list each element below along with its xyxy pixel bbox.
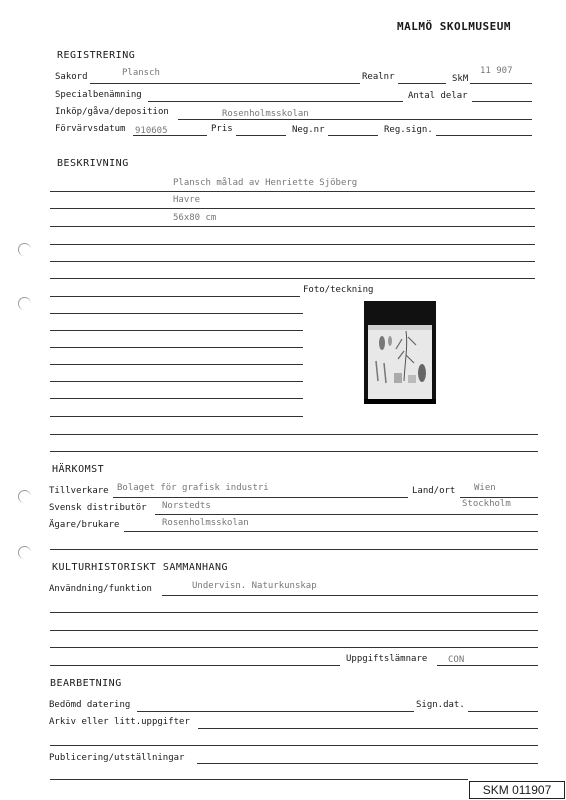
skm-line <box>470 83 532 84</box>
tillverkare-line <box>113 497 408 498</box>
poster-thumbnail-icon <box>364 301 436 404</box>
uppgift-label: Uppgiftslämnare <box>346 654 428 664</box>
section-heading-bearbetning: BEARBETNING <box>50 678 122 689</box>
regsign-line <box>436 135 532 136</box>
kultur-rule <box>50 630 538 631</box>
punch-hole <box>18 297 31 310</box>
datering-line <box>137 711 414 712</box>
publicering-line <box>197 763 538 764</box>
negnr-label: Neg.nr <box>292 125 325 135</box>
anvandning-value: Undervisn. Naturkunskap <box>192 581 317 591</box>
realnr-label: Realnr <box>362 72 395 82</box>
tillverkare-value: Bolaget för grafisk industri <box>117 483 269 493</box>
specialbenamning-line <box>148 101 403 102</box>
datering-label: Bedömd datering <box>49 700 131 710</box>
section-heading-harkomst: HÄRKOMST <box>52 464 105 475</box>
uppgift-value: CON <box>448 655 465 665</box>
agare-label: Ägare/brukare <box>49 520 120 530</box>
antal-delar-label: Antal delar <box>408 91 468 101</box>
bearbetning-rule <box>50 779 468 780</box>
beskrivning-rule <box>50 364 303 365</box>
skm-label: SkM <box>452 74 469 84</box>
section-heading-beskrivning: BESKRIVNING <box>57 158 129 169</box>
kultur-rule <box>50 612 538 613</box>
section-heading-kultur: KULTURHISTORISKT SAMMANHANG <box>52 562 229 573</box>
tillverkare-label: Tillverkare <box>49 486 109 496</box>
forvarvsdatum-line <box>133 135 207 136</box>
beskrivning-rule <box>50 296 300 297</box>
bearbetning-rule <box>50 745 538 746</box>
foto-teckning-label: Foto/teckning <box>303 285 374 295</box>
forvarvsdatum-value: 910605 <box>135 126 168 136</box>
beskrivning-line-1: Plansch målad av Henriette Sjöberg <box>173 178 358 188</box>
distributor-line <box>155 514 538 515</box>
regsign-label: Reg.sign. <box>384 125 433 135</box>
beskrivning-rule <box>50 191 535 192</box>
beskrivning-rule <box>50 208 535 209</box>
beskrivning-rule <box>50 381 303 382</box>
distributor-ort: Stockholm <box>462 499 511 509</box>
specialbenamning-label: Specialbenämning <box>55 90 142 100</box>
uppgift-line <box>437 665 538 666</box>
harkomst-rule <box>50 549 538 550</box>
skm-value: 11 907 <box>480 66 513 76</box>
beskrivning-rule <box>50 416 303 417</box>
beskrivning-rule <box>50 261 535 262</box>
inkop-line <box>178 119 532 120</box>
sakord-label: Sakord <box>55 72 88 82</box>
object-photo <box>364 301 436 404</box>
beskrivning-rule <box>50 434 538 435</box>
publicering-label: Publicering/utställningar <box>49 753 185 763</box>
arkiv-line <box>198 728 538 729</box>
beskrivning-rule <box>50 278 535 279</box>
punch-hole <box>18 490 31 503</box>
signdat-label: Sign.dat. <box>416 700 465 710</box>
kultur-rule <box>50 665 340 666</box>
arkiv-label: Arkiv eller litt.uppgifter <box>49 717 190 727</box>
landort-label: Land/ort <box>412 486 456 496</box>
pris-line <box>236 135 286 136</box>
catalog-stamp: SKM 011907 <box>469 781 565 799</box>
forvarvsdatum-label: Förvärvsdatum <box>55 124 126 134</box>
beskrivning-rule <box>50 347 303 348</box>
inkop-label: Inköp/gåva/deposition <box>55 107 169 117</box>
beskrivning-rule <box>50 244 535 245</box>
beskrivning-rule <box>50 398 303 399</box>
negnr-line <box>328 135 378 136</box>
pris-label: Pris <box>211 124 233 134</box>
beskrivning-rule <box>50 313 303 314</box>
kultur-rule <box>50 647 538 648</box>
sakord-value: Plansch <box>122 68 160 78</box>
section-heading-registrering: REGISTRERING <box>57 50 136 61</box>
landort-value: Wien <box>474 483 496 493</box>
beskrivning-rule <box>50 226 535 227</box>
punch-hole <box>18 243 31 256</box>
beskrivning-line-3: 56x80 cm <box>173 213 217 223</box>
signdat-line <box>468 711 538 712</box>
punch-hole <box>18 546 31 559</box>
distributor-value: Norstedts <box>162 501 211 511</box>
beskrivning-rule <box>50 330 303 331</box>
inkop-value: Rosenholmsskolan <box>222 109 309 119</box>
anvandning-line <box>162 595 538 596</box>
realnr-line <box>398 83 446 84</box>
agare-line <box>124 531 538 532</box>
beskrivning-line-2: Havre <box>173 195 201 205</box>
antal-delar-line <box>472 101 532 102</box>
landort-line <box>460 497 538 498</box>
agare-value: Rosenholmsskolan <box>162 518 249 528</box>
sakord-line <box>90 83 360 84</box>
museum-title: MALMÖ SKOLMUSEUM <box>397 20 511 33</box>
distributor-label: Svensk distributör <box>49 503 147 513</box>
anvandning-label: Användning/funktion <box>49 584 152 594</box>
beskrivning-rule <box>50 451 538 452</box>
